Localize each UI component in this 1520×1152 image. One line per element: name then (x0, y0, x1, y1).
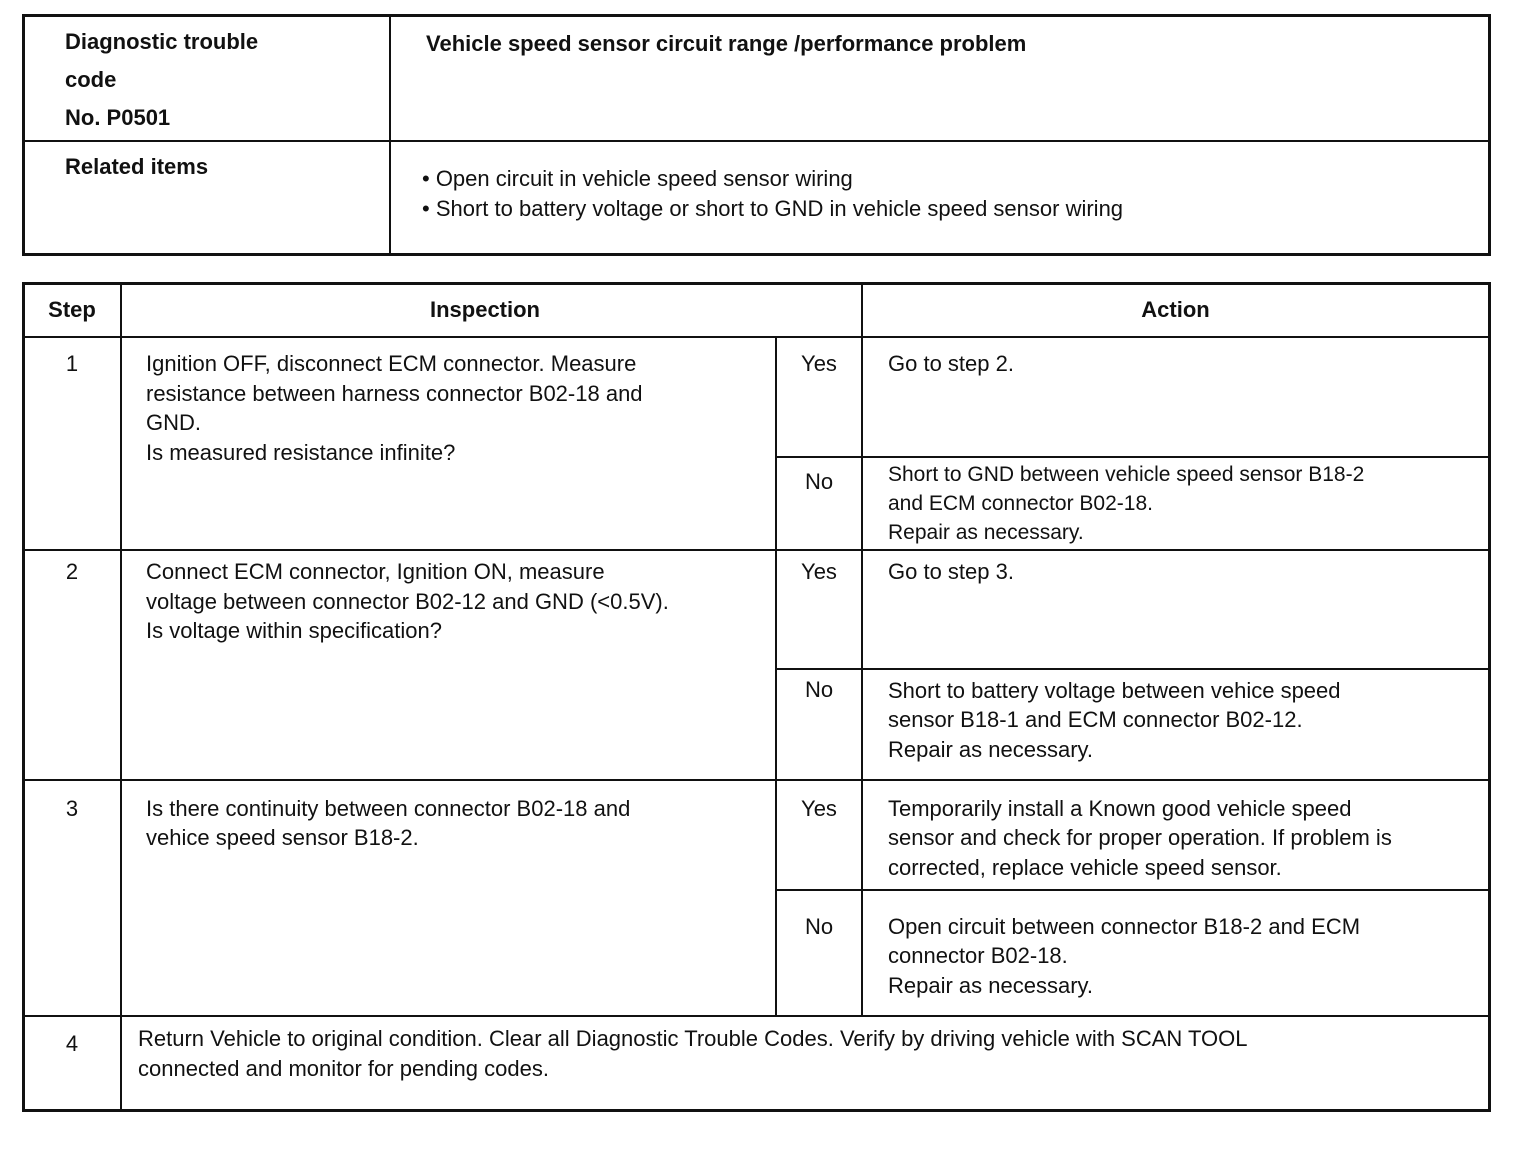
no-action: and ECM connector B02-18. (888, 492, 1153, 515)
dtc-title: Vehicle speed sensor circuit range /performance problem (426, 31, 1027, 56)
final-step-text: Return Vehicle to original condition. Clear all Diagnostic Trouble Codes. Verify by driving vehicle with SCAN TOOL (138, 1026, 1248, 1051)
yes-action: Go to step 3. (888, 559, 1014, 584)
inspection-text: resistance between harness connector B02-18 and (146, 381, 643, 406)
step-number: 3 (65, 796, 79, 821)
no-action: Open circuit between connector B18-2 and ECM (888, 914, 1361, 939)
no-action: sensor B18-1 and ECM connector B02-12. (888, 707, 1303, 732)
no-action: Short to battery voltage between vehice speed (888, 678, 1341, 703)
no-label: No (804, 469, 834, 494)
no-action: Repair as necessary. (888, 973, 1094, 998)
yes-no-divider-3 (775, 889, 1491, 891)
header-border-left (22, 14, 25, 256)
header-divider (22, 140, 1491, 142)
inspection-text: Is measured resistance infinite? (146, 440, 456, 465)
no-label: No (804, 677, 834, 702)
table-header-divider (22, 336, 1491, 338)
code-label-line3: No. P0501 (65, 105, 171, 130)
yes-label: Yes (801, 351, 837, 376)
related-items-label: Related items (65, 154, 209, 179)
inspection-text: GND. (146, 410, 201, 435)
inspection-text: Connect ECM connector, Ignition ON, measure (146, 559, 605, 584)
step-number: 4 (65, 1031, 79, 1056)
no-action: connector B02-18. (888, 943, 1068, 968)
yes-label: Yes (801, 559, 837, 584)
column-header-step: Step (48, 297, 96, 322)
row-divider-2 (22, 779, 1491, 781)
header-border-top (22, 14, 1491, 17)
step-number: 2 (65, 559, 79, 584)
no-action: Repair as necessary. (888, 737, 1094, 762)
step-number: 1 (65, 351, 79, 376)
table-border-bottom (22, 1109, 1491, 1112)
yesno-col-right-divider (861, 336, 863, 1017)
column-header-action: Action (1141, 297, 1210, 322)
table-border-top (22, 282, 1491, 285)
yes-action: sensor and check for proper operation. If problem is (888, 825, 1392, 850)
no-action: Short to GND between vehicle speed sensor B18-2 (888, 463, 1365, 486)
table-border-right (1488, 282, 1491, 1112)
inspection-text: voltage between connector B02-12 and GND (<0.5V). (146, 589, 669, 614)
inspection-text: Is voltage within specification? (146, 618, 442, 643)
yes-no-divider-1 (775, 456, 1491, 458)
no-action: Repair as necessary. (888, 521, 1084, 544)
table-border-left (22, 282, 25, 1112)
inspection-text: Ignition OFF, disconnect ECM connector. Measure (146, 351, 637, 376)
header-border-bottom (22, 253, 1491, 256)
step-col-divider (120, 282, 122, 1112)
inspection-text: vehice speed sensor B18-2. (146, 825, 419, 850)
row-divider-3 (22, 1015, 1491, 1017)
final-step-text: connected and monitor for pending codes. (138, 1056, 549, 1081)
code-label-line1: Diagnostic trouble (65, 29, 259, 54)
header-border-right (1488, 14, 1491, 256)
row-divider-1 (22, 549, 1491, 551)
yes-action: corrected, replace vehicle speed sensor. (888, 855, 1282, 880)
yes-action: Temporarily install a Known good vehicle speed (888, 796, 1352, 821)
header-col-divider (389, 14, 391, 256)
inspection-text: Is there continuity between connector B02-18 and (146, 796, 631, 821)
column-header-inspection: Inspection (429, 297, 540, 322)
related-item: • Open circuit in vehicle speed sensor wiring (422, 166, 853, 191)
code-label-line2: code (65, 67, 117, 92)
no-label: No (804, 914, 834, 939)
yes-action: Go to step 2. (888, 351, 1014, 376)
yes-label: Yes (801, 796, 837, 821)
related-item: • Short to battery voltage or short to GND in vehicle speed sensor wiring (422, 196, 1124, 221)
yes-no-divider-2 (775, 668, 1491, 670)
